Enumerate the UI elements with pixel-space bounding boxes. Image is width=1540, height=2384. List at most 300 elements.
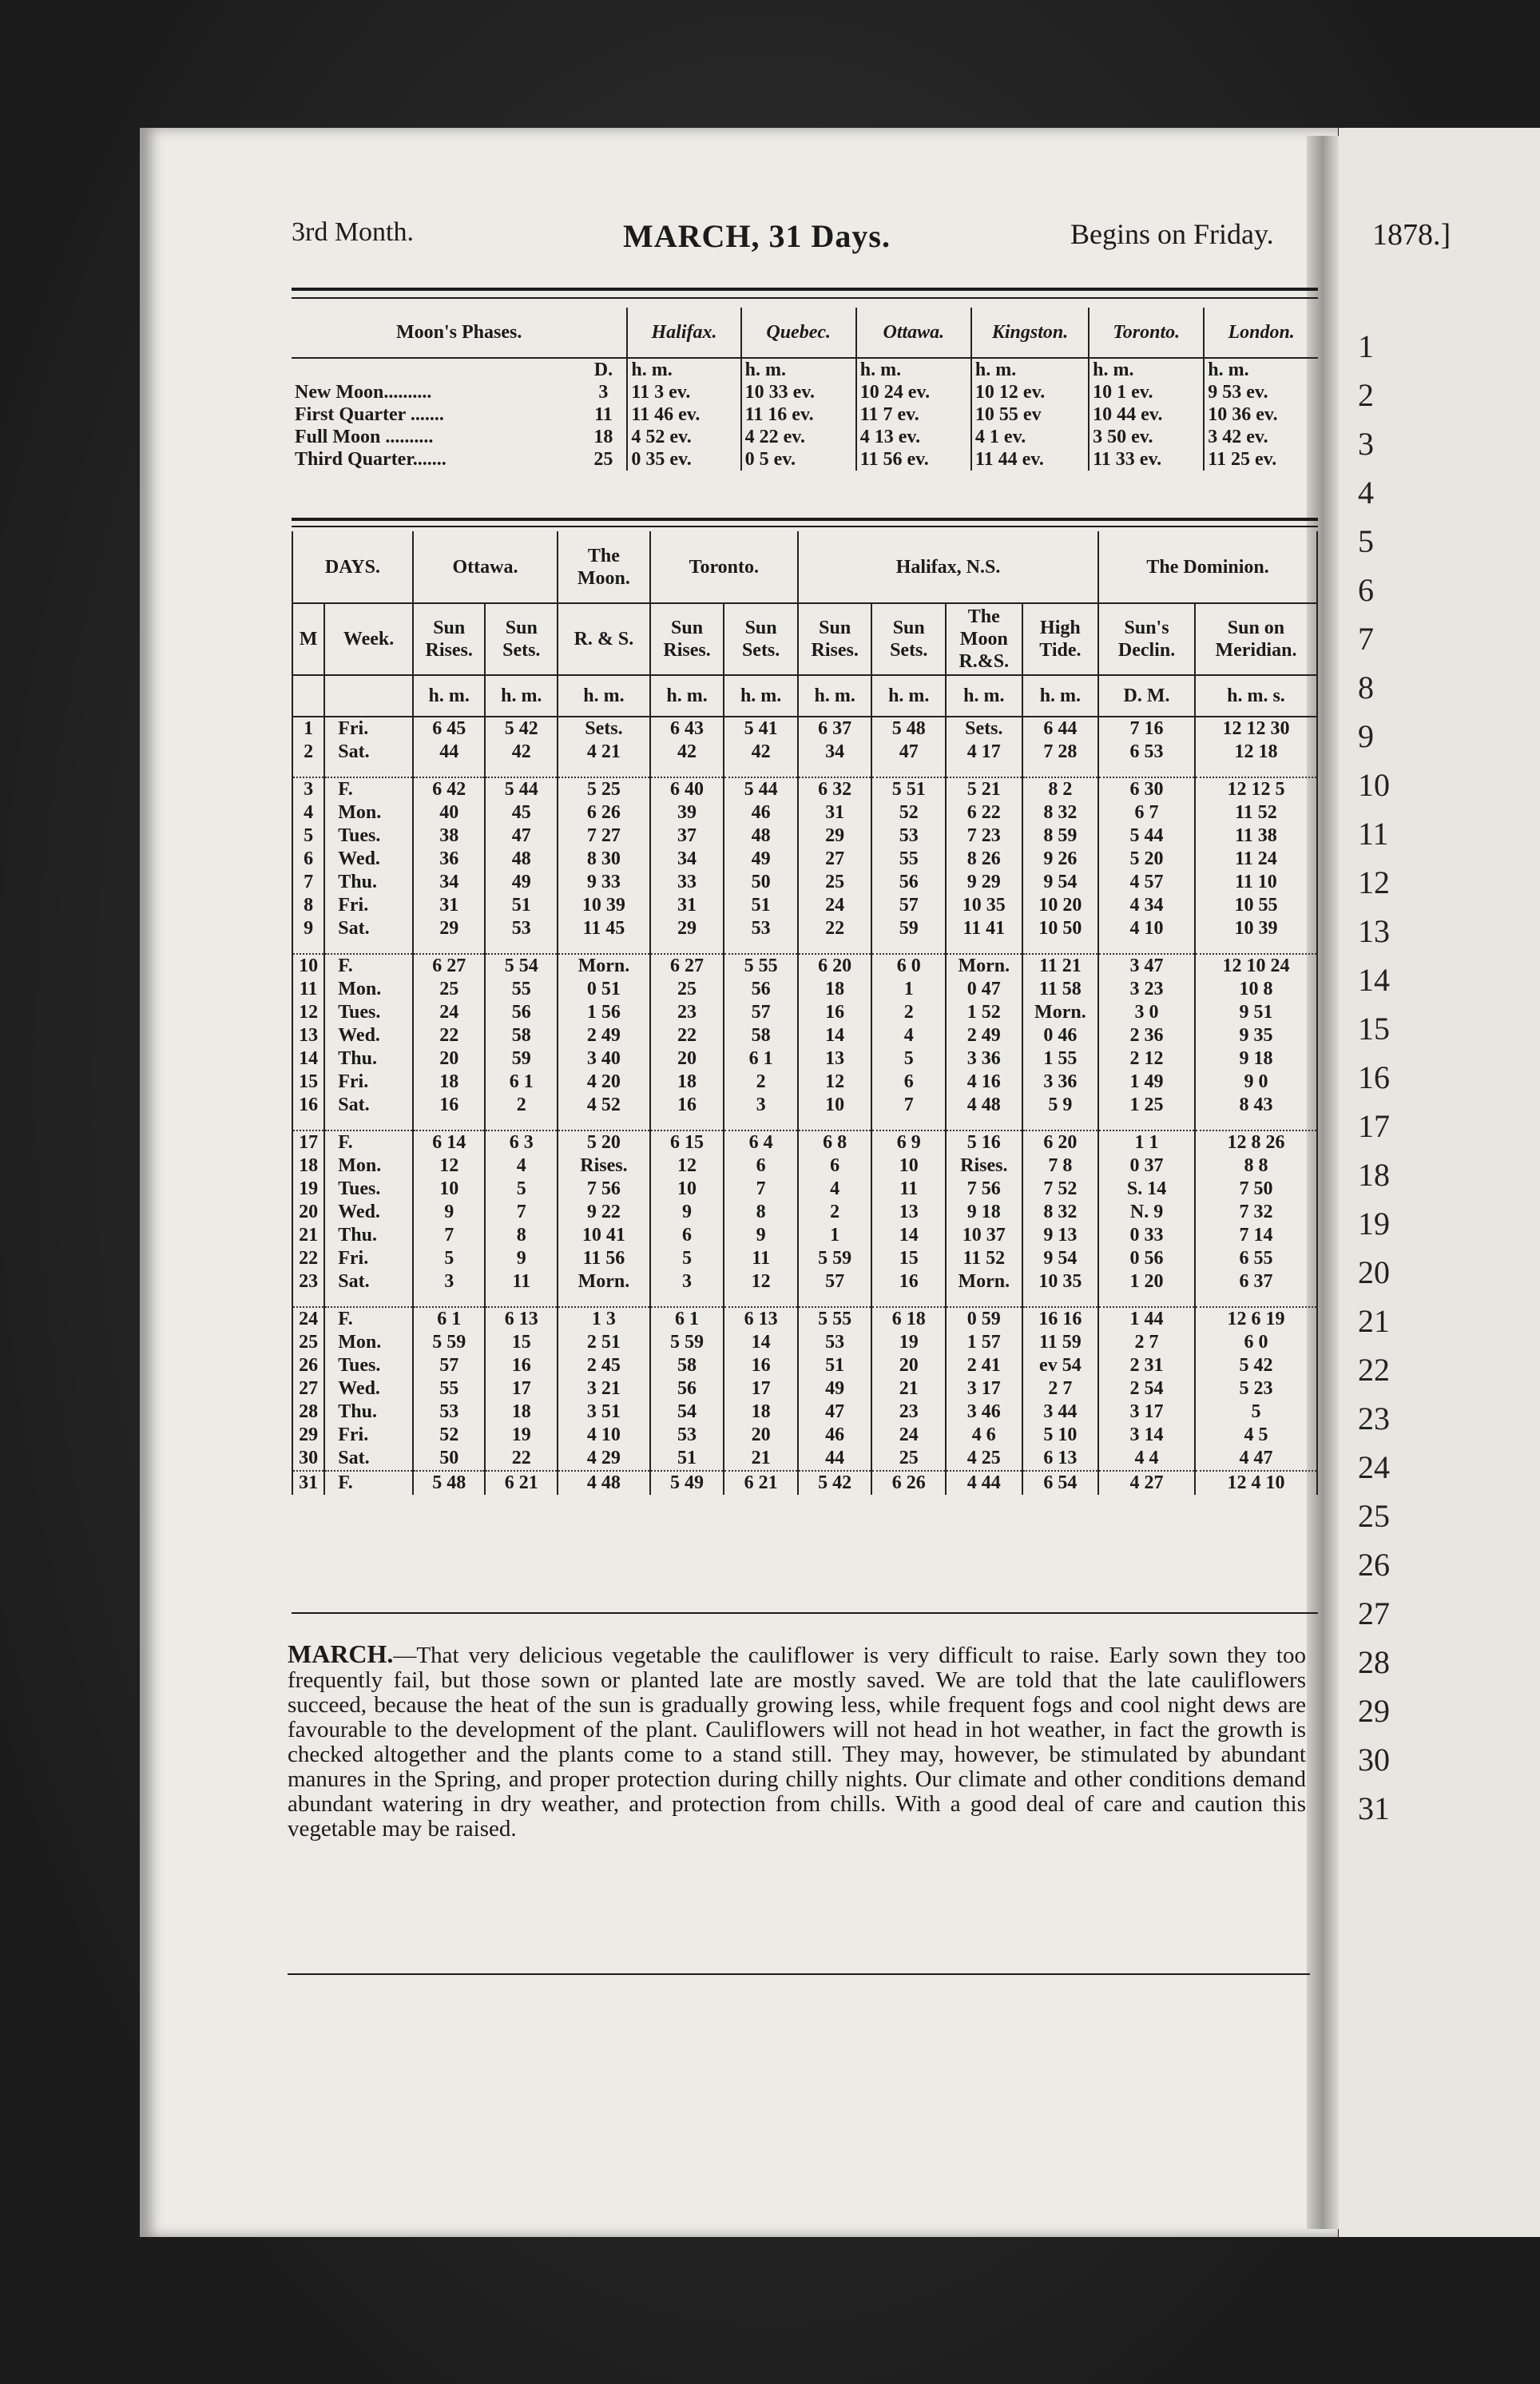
almanac-cell: 3 46 <box>946 1401 1022 1424</box>
almanac-cell: 9 26 <box>1022 848 1099 871</box>
almanac-cell: 16 <box>650 1094 724 1117</box>
almanac-cell: 5 <box>871 1047 946 1071</box>
almanac-cell: 9 <box>292 917 324 940</box>
almanac-cell: 17 <box>724 1377 798 1401</box>
week-separator <box>871 1117 946 1130</box>
almanac-cell: 8 32 <box>1022 801 1099 824</box>
almanac-cell: 55 <box>413 1377 486 1401</box>
almanac-cell: 11 41 <box>946 917 1022 940</box>
almanac-cell: 5 9 <box>1022 1094 1099 1117</box>
almanac-cell: 14 <box>724 1331 798 1354</box>
facing-page-day-number: 15 <box>1358 1011 1390 1047</box>
group-header-moon: The Moon. <box>558 531 650 603</box>
almanac-cell: 2 7 <box>1098 1331 1195 1354</box>
almanac-cell: 34 <box>413 871 486 894</box>
moon-unit-cell: h. m. <box>741 358 856 381</box>
almanac-cell: 6 18 <box>871 1307 946 1331</box>
almanac-cell: 22 <box>650 1024 724 1047</box>
almanac-cell: 12 18 <box>1195 741 1317 764</box>
almanac-cell: 9 18 <box>946 1201 1022 1224</box>
almanac-cell: 9 <box>413 1201 486 1224</box>
almanac-cell: 10 35 <box>1022 1270 1099 1293</box>
almanac-cell: 11 <box>292 978 324 1001</box>
almanac-cell: 4 27 <box>1098 1471 1195 1495</box>
almanac-cell: 6 1 <box>413 1307 486 1331</box>
almanac-cell: 17 <box>485 1377 558 1401</box>
almanac-cell: 6 27 <box>413 954 486 978</box>
almanac-cell: 29 <box>650 917 724 940</box>
almanac-cell: 2 36 <box>1098 1024 1195 1047</box>
footer-rule <box>288 1973 1310 1975</box>
almanac-cell: 6 9 <box>871 1130 946 1154</box>
almanac-cell: 7 50 <box>1195 1178 1317 1201</box>
almanac-cell: 10 8 <box>1195 978 1317 1001</box>
almanac-cell: 24 <box>292 1307 324 1331</box>
almanac-cell: S. 14 <box>1098 1178 1195 1201</box>
almanac-cell: 4 4 <box>1098 1447 1195 1471</box>
almanac-cell: 56 <box>724 978 798 1001</box>
week-separator <box>798 764 872 777</box>
almanac-cell: 24 <box>871 1424 946 1447</box>
almanac-cell: 1 20 <box>1098 1270 1195 1293</box>
almanac-day-row <box>292 1471 1317 1495</box>
facing-page-day-number: 22 <box>1358 1352 1390 1388</box>
almanac-cell: 2 <box>798 1201 872 1224</box>
almanac-cell: 27 <box>292 1377 324 1401</box>
almanac-cell: 49 <box>724 848 798 871</box>
almanac-cell: 36 <box>413 848 486 871</box>
almanac-cell: 29 <box>292 1424 324 1447</box>
almanac-cell: 8 30 <box>558 848 650 871</box>
almanac-cell: 12 <box>650 1154 724 1178</box>
almanac-cell: 9 <box>650 1201 724 1224</box>
facing-page-day-number: 23 <box>1358 1401 1390 1436</box>
almanac-cell: 5 55 <box>724 954 798 978</box>
week-separator <box>946 940 1022 954</box>
almanac-cell: 44 <box>798 1447 872 1471</box>
almanac-col-header: Sun Rises. <box>650 603 724 675</box>
almanac-cell: 11 58 <box>1022 978 1099 1001</box>
almanac-day-row <box>292 717 1317 741</box>
almanac-cell: 10 50 <box>1022 917 1099 940</box>
week-separator <box>724 1293 798 1307</box>
almanac-cell: 15 <box>292 1071 324 1094</box>
almanac-cell: 13 <box>871 1201 946 1224</box>
week-separator <box>724 940 798 954</box>
almanac-cell: Morn. <box>558 954 650 978</box>
almanac-cell: 7 8 <box>1022 1154 1099 1178</box>
almanac-cell: 55 <box>485 978 558 1001</box>
facing-page-day-number: 26 <box>1358 1547 1390 1583</box>
almanac-cell: 11 38 <box>1195 824 1317 848</box>
almanac-cell: 6 44 <box>1022 717 1099 741</box>
almanac-cell: 6 53 <box>1098 741 1195 764</box>
almanac-cell: 4 57 <box>1098 871 1195 894</box>
almanac-cell: 58 <box>724 1024 798 1047</box>
almanac-cell: Mon. <box>324 1154 413 1178</box>
almanac-day-row <box>292 777 1317 801</box>
facing-page-day-number: 3 <box>1358 426 1374 462</box>
moon-phase-time: 10 1 ev. <box>1089 381 1204 403</box>
almanac-cell: 8 32 <box>1022 1201 1099 1224</box>
article-text: —That very delicious vegetable the cauliflower is very difficult to raise. Early sown they too frequently fail, but those sown or planted late are mostly saved. We are told that the late cauliflowers succeed, because the heat of the sun is gradually growing less, while frequent fogs and cool night dews are favourable to the development of the plant. Cauliflowers will not head in hot weather, in fact the growth is checked altogether and the plants come to a stand still. They may, however, be stimulated by abundant manures in the Spring, and proper protection during chilly nights. Our climate and other conditions demand abundant watering in dry weather, and protection from chills. With a good deal of care and caution this vegetable may be raised. <box>288 1643 1306 1842</box>
almanac-cell: Sets. <box>558 717 650 741</box>
week-separator <box>324 764 413 777</box>
almanac-cell: 5 16 <box>946 1130 1022 1154</box>
almanac-cell: 25 <box>413 978 486 1001</box>
almanac-cell: 5 48 <box>871 717 946 741</box>
almanac-cell: 45 <box>485 801 558 824</box>
almanac-cell: 4 34 <box>1098 894 1195 917</box>
almanac-cell: F. <box>324 777 413 801</box>
moon-phase-row <box>292 426 1318 448</box>
moon-phase-day: 11 <box>580 403 627 426</box>
almanac-cell: 7 <box>871 1094 946 1117</box>
almanac-cell: 11 10 <box>1195 871 1317 894</box>
almanac-cell: 9 <box>485 1247 558 1270</box>
almanac-cell: 12 <box>798 1071 872 1094</box>
moon-phase-time: 4 52 ev. <box>627 426 740 448</box>
almanac-cell: 16 <box>485 1354 558 1377</box>
almanac-cell: 18 <box>650 1071 724 1094</box>
almanac-cell: 17 <box>292 1130 324 1154</box>
almanac-cell: 47 <box>798 1401 872 1424</box>
moon-phase-name: First Quarter ....... <box>295 404 444 425</box>
almanac-cell: 4 16 <box>946 1071 1022 1094</box>
almanac-cell: 53 <box>724 917 798 940</box>
almanac-day-row <box>292 1130 1317 1154</box>
facing-page-day-number: 19 <box>1358 1206 1390 1242</box>
almanac-cell: Morn. <box>558 1270 650 1293</box>
almanac-cell: 2 <box>724 1071 798 1094</box>
facing-page-day-number: 8 <box>1358 670 1374 705</box>
almanac-cell: 19 <box>871 1331 946 1354</box>
almanac-cell: Wed. <box>324 1201 413 1224</box>
almanac-cell: 34 <box>798 741 872 764</box>
almanac-cell: Fri. <box>324 1247 413 1270</box>
week-separator <box>324 1293 413 1307</box>
mid-rule-thin <box>292 526 1318 527</box>
moon-phase-time: 11 3 ev. <box>627 381 740 403</box>
moon-phase-time: 11 44 ev. <box>971 448 1089 471</box>
almanac-cell: 30 <box>292 1447 324 1471</box>
almanac-cell: 24 <box>413 1001 486 1024</box>
almanac-cell: 11 56 <box>558 1247 650 1270</box>
almanac-cell: 5 59 <box>650 1331 724 1354</box>
moon-col-header: Halifax. <box>627 308 740 358</box>
facing-page-day-number: 28 <box>1358 1644 1390 1680</box>
almanac-cell: 13 <box>798 1047 872 1071</box>
almanac-cell: 10 <box>413 1178 486 1201</box>
almanac-unit-cell: h. m. <box>871 675 946 717</box>
almanac-cell: 56 <box>871 871 946 894</box>
almanac-cell: 3 36 <box>1022 1071 1099 1094</box>
moon-phase-time: 0 5 ev. <box>741 448 856 471</box>
facing-page-day-number: 24 <box>1358 1449 1390 1485</box>
facing-page-day-number: 30 <box>1358 1742 1390 1778</box>
week-separator <box>292 1293 324 1307</box>
facing-page-day-number: 21 <box>1358 1303 1390 1339</box>
almanac-cell: 1 1 <box>1098 1130 1195 1154</box>
almanac-cell: 3 <box>650 1270 724 1293</box>
almanac-cell: 9 35 <box>1195 1024 1317 1047</box>
almanac-cell: 3 <box>413 1270 486 1293</box>
week-separator <box>871 940 946 954</box>
almanac-cell: 2 49 <box>558 1024 650 1047</box>
moon-phase-time: 11 46 ev. <box>627 403 740 426</box>
almanac-cell: 6 45 <box>413 717 486 741</box>
almanac-cell: 4 17 <box>946 741 1022 764</box>
group-header-halifax: Halifax, N.S. <box>798 531 1098 603</box>
almanac-unit-cell: h. m. <box>724 675 798 717</box>
almanac-cell: 5 25 <box>558 777 650 801</box>
almanac-cell: 3 44 <box>1022 1401 1099 1424</box>
almanac-cell: 16 <box>292 1094 324 1117</box>
moon-phase-row <box>292 381 1318 403</box>
almanac-cell: 14 <box>798 1024 872 1047</box>
almanac-cell: 15 <box>871 1247 946 1270</box>
almanac-cell: 5 51 <box>871 777 946 801</box>
almanac-cell: 31 <box>292 1471 324 1495</box>
almanac-cell: 6 <box>724 1154 798 1178</box>
almanac-cell: 48 <box>724 824 798 848</box>
almanac-cell: 13 <box>292 1024 324 1047</box>
almanac-cell: 11 <box>485 1270 558 1293</box>
moon-phase-time: 4 1 ev. <box>971 426 1089 448</box>
almanac-cell: Thu. <box>324 1401 413 1424</box>
almanac-cell: 4 48 <box>946 1094 1022 1117</box>
almanac-cell: Wed. <box>324 848 413 871</box>
page-title: MARCH, 31 Days. <box>623 218 891 254</box>
moon-phase-time: 4 13 ev. <box>856 426 971 448</box>
moon-unit-cell: D. <box>580 358 627 381</box>
almanac-cell: 53 <box>871 824 946 848</box>
almanac-cell: 26 <box>292 1354 324 1377</box>
almanac-cell: 9 54 <box>1022 1247 1099 1270</box>
almanac-cell: 7 56 <box>946 1178 1022 1201</box>
almanac-cell: 52 <box>413 1424 486 1447</box>
moon-phase-time: 10 33 ev. <box>741 381 856 403</box>
almanac-unit-cell: D. M. <box>1098 675 1195 717</box>
almanac-cell: 2 45 <box>558 1354 650 1377</box>
almanac-cell: 28 <box>292 1401 324 1424</box>
almanac-cell: 9 29 <box>946 871 1022 894</box>
almanac-cell: 0 59 <box>946 1307 1022 1331</box>
almanac-cell: Rises. <box>946 1154 1022 1178</box>
almanac-cell: 46 <box>724 801 798 824</box>
almanac-cell: 2 <box>485 1094 558 1117</box>
almanac-cell: 47 <box>871 741 946 764</box>
almanac-cell: 12 <box>413 1154 486 1178</box>
almanac-cell: 59 <box>485 1047 558 1071</box>
almanac-cell: 8 <box>724 1201 798 1224</box>
week-separator <box>871 764 946 777</box>
almanac-day-row <box>292 1270 1317 1293</box>
almanac-cell: 21 <box>292 1224 324 1247</box>
facing-page-day-number: 11 <box>1358 816 1389 852</box>
almanac-cell: 47 <box>485 824 558 848</box>
almanac-cell: 10 39 <box>1195 917 1317 940</box>
almanac-cell: 58 <box>650 1354 724 1377</box>
almanac-cell: Thu. <box>324 871 413 894</box>
almanac-unit-cell: h. m. <box>1022 675 1099 717</box>
almanac-cell: 5 44 <box>724 777 798 801</box>
moon-phase-day: 25 <box>580 448 627 471</box>
almanac-cell: 33 <box>650 871 724 894</box>
almanac-cell: 40 <box>413 801 486 824</box>
week-separator <box>1195 1117 1317 1130</box>
almanac-cell: 7 28 <box>1022 741 1099 764</box>
week-separator <box>946 764 1022 777</box>
almanac-cell: 10 20 <box>1022 894 1099 917</box>
almanac-cell: Sat. <box>324 917 413 940</box>
almanac-cell: 22 <box>485 1447 558 1471</box>
begins-note: Begins on Friday. <box>1070 218 1274 250</box>
almanac-cell: 3 23 <box>1098 978 1195 1001</box>
almanac-cell: 4 <box>798 1178 872 1201</box>
almanac-cell: 0 47 <box>946 978 1022 1001</box>
almanac-cell: 10 <box>650 1178 724 1201</box>
year-label: 1878.] <box>1372 218 1451 252</box>
almanac-cell: 5 41 <box>724 717 798 741</box>
almanac-cell: 4 44 <box>946 1471 1022 1495</box>
facing-page-day-number: 20 <box>1358 1254 1390 1290</box>
almanac-cell: 6 1 <box>650 1307 724 1331</box>
moon-phase-time: 11 7 ev. <box>856 403 971 426</box>
almanac-cell: 1 56 <box>558 1001 650 1024</box>
moon-phase-name: New Moon.......... <box>295 382 432 403</box>
facing-page-day-number: 9 <box>1358 718 1374 754</box>
moon-unit-cell: h. m. <box>1208 360 1249 380</box>
mid-rule <box>292 518 1318 521</box>
almanac-cell: 50 <box>724 871 798 894</box>
almanac-cell: Thu. <box>324 1047 413 1071</box>
moon-phase-time: 11 56 ev. <box>856 448 971 471</box>
almanac-cell: 7 56 <box>558 1178 650 1201</box>
group-header-ottawa: Ottawa. <box>413 531 558 603</box>
almanac-cell: 55 <box>871 848 946 871</box>
facing-page-day-number: 4 <box>1358 475 1374 511</box>
group-header-days: DAYS. <box>292 531 413 603</box>
almanac-cell: Mon. <box>324 1331 413 1354</box>
almanac-cell: 27 <box>798 848 872 871</box>
almanac-cell: 0 46 <box>1022 1024 1099 1047</box>
almanac-cell: 19 <box>485 1424 558 1447</box>
almanac-cell: 4 <box>485 1154 558 1178</box>
almanac-cell: 5 42 <box>485 717 558 741</box>
almanac-cell: 18 <box>798 978 872 1001</box>
almanac-cell: 8 26 <box>946 848 1022 871</box>
almanac-cell: Morn. <box>1022 1001 1099 1024</box>
week-separator <box>798 1293 872 1307</box>
almanac-cell: 11 59 <box>1022 1331 1099 1354</box>
week-separator <box>798 940 872 954</box>
moon-phase-time: 9 53 ev. <box>1208 382 1268 403</box>
almanac-cell: 6 1 <box>485 1071 558 1094</box>
moon-unit-cell: h. m. <box>971 358 1089 381</box>
almanac-cell: 8 <box>485 1224 558 1247</box>
almanac-cell: 10 <box>871 1154 946 1178</box>
facing-page-day-number: 18 <box>1358 1157 1390 1193</box>
moon-phase-time: 3 42 ev. <box>1208 427 1268 447</box>
week-separator <box>871 1293 946 1307</box>
facing-page-day-number: 2 <box>1358 377 1374 413</box>
almanac-cell: 5 23 <box>1195 1377 1317 1401</box>
almanac-cell: 6 1 <box>724 1047 798 1071</box>
week-separator <box>650 1293 724 1307</box>
almanac-cell: 3 40 <box>558 1047 650 1071</box>
almanac-cell: 11 52 <box>946 1247 1022 1270</box>
almanac-cell: 14 <box>871 1224 946 1247</box>
almanac-cell: 7 23 <box>946 824 1022 848</box>
almanac-cell: 2 41 <box>946 1354 1022 1377</box>
almanac-cell: 6 27 <box>650 954 724 978</box>
moon-col-header: Toronto. <box>1089 308 1204 358</box>
almanac-cell: ev 54 <box>1022 1354 1099 1377</box>
almanac-day-row <box>292 1331 1317 1354</box>
almanac-cell: Tues. <box>324 824 413 848</box>
almanac-cell: 1 44 <box>1098 1307 1195 1331</box>
almanac-cell: 6 42 <box>413 777 486 801</box>
almanac-cell: 0 51 <box>558 978 650 1001</box>
top-rule-thin <box>292 297 1318 299</box>
almanac-cell: 57 <box>871 894 946 917</box>
almanac-cell: 42 <box>485 741 558 764</box>
almanac-cell: 6 21 <box>724 1471 798 1495</box>
almanac-cell: 3 47 <box>1098 954 1195 978</box>
almanac-cell: 7 32 <box>1195 1201 1317 1224</box>
almanac-cell: 20 <box>871 1354 946 1377</box>
almanac-cell: 1 3 <box>558 1307 650 1331</box>
almanac-day-row <box>292 848 1317 871</box>
week-separator <box>1195 1293 1317 1307</box>
almanac-cell: 8 59 <box>1022 824 1099 848</box>
almanac-cell: F. <box>324 1471 413 1495</box>
almanac-cell: 2 51 <box>558 1331 650 1354</box>
almanac-cell: Tues. <box>324 1001 413 1024</box>
almanac-cell: 53 <box>650 1424 724 1447</box>
facing-page-day-number: 17 <box>1358 1108 1390 1144</box>
almanac-cell: 10 39 <box>558 894 650 917</box>
almanac-cell: 3 0 <box>1098 1001 1195 1024</box>
week-separator <box>558 940 650 954</box>
almanac-cell: 29 <box>413 917 486 940</box>
almanac-unit-cell: h. m. <box>485 675 558 717</box>
week-separator <box>413 940 486 954</box>
almanac-cell: 53 <box>413 1401 486 1424</box>
almanac-cell: 4 52 <box>558 1094 650 1117</box>
almanac-cell: 42 <box>724 741 798 764</box>
almanac-cell: 51 <box>724 894 798 917</box>
almanac-cell: 0 56 <box>1098 1247 1195 1270</box>
almanac-cell: 6 30 <box>1098 777 1195 801</box>
week-separator <box>558 1117 650 1130</box>
almanac-cell: 52 <box>871 801 946 824</box>
almanac-cell: 9 13 <box>1022 1224 1099 1247</box>
almanac-cell: 6 3 <box>485 1130 558 1154</box>
almanac-cell: 48 <box>485 848 558 871</box>
almanac-cell: 6 13 <box>1022 1447 1099 1471</box>
march-article <box>288 1639 1306 1842</box>
almanac-cell: Sat. <box>324 1270 413 1293</box>
moon-phase-row <box>292 403 1318 426</box>
almanac-cell: Tues. <box>324 1354 413 1377</box>
almanac-cell: F. <box>324 954 413 978</box>
almanac-cell: 11 21 <box>1022 954 1099 978</box>
almanac-cell: 6 13 <box>485 1307 558 1331</box>
almanac-cell: 25 <box>292 1331 324 1354</box>
almanac-col-header: Week. <box>324 603 413 675</box>
